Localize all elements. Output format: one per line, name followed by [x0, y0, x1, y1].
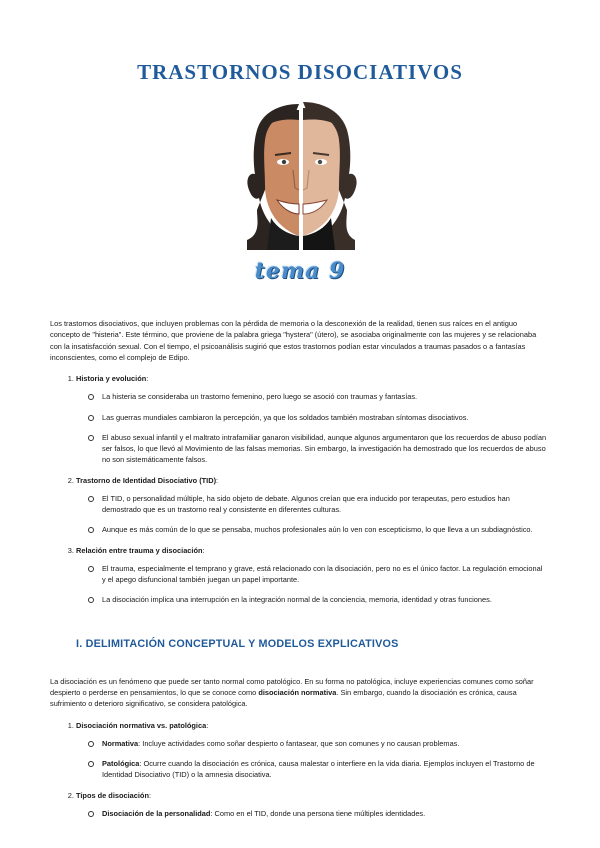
document-body [50, 318, 548, 828]
page-title: TRASTORNOS DISOCIATIVOS [137, 60, 463, 84]
history-list [50, 373, 548, 606]
list-item: 2. Tipos de disociación: Disociación de la personalidad: Como en el TID, donde una persona tiene múltiples identidades. [76, 790, 548, 820]
bullet-item: Aunque es más común de lo que se pensaba, muchos profesionales aún lo ven con escepticismo, lo que lleva a un subdiagnóstico. [102, 524, 548, 535]
list-heading: Disociación normativa vs. patológica [76, 720, 207, 730]
list-heading: Tipos de disociación [76, 790, 149, 800]
list-heading: Trastorno de Identidad Disociativo (TID) [76, 475, 217, 485]
bullet-item: Las guerras mundiales cambiaron la percepción, ya que los soldados también mostraban síntomas disociativos. [102, 412, 548, 423]
dissociation-list [50, 720, 548, 820]
list-item: 3. Relación entre trauma y disociación: El trauma, especialmente el temprano y grave, está relacionado con la disociación, pero no es el único factor. La regulación emocional y el apego disfuncional también juegan un papel importante. La disociación implica una interrupción en la integración normal de la conciencia, memoria, identidad y otras funciones. [76, 545, 548, 606]
list-heading: Historia y evolución [76, 374, 147, 383]
list-item: 2. Trastorno de Identidad Disociativo (TID): El TID, o personalidad múltiple, ha sido objeto de debate. Algunos creían que era inducido por terapeutas, pero estudios han demostrado que es un trastorno real y consistente en diferentes culturas. Aunque es más común de lo que se pensaba, muchos profesionales aún lo ven con escepticismo, lo que lleva a un subdiagnóstico. [76, 475, 548, 536]
bullet-item: La histeria se consideraba un trastorno femenino, pero luego se asoció con traumas y fantasías. [102, 391, 548, 402]
topic-badge: tema 9 [254, 258, 346, 284]
list-heading: Relación entre trauma y disociación [76, 545, 203, 555]
bullet-item: La disociación implica una interrupción en la integración normal de la conciencia, memoria, identidad y otras funciones. [102, 594, 548, 605]
bullet-item: El TID, o personalidad múltiple, ha sido objeto de debate. Algunos creían que era inducido por terapeutas, pero estudios han demostrado que es un trastorno real y consistente en diferentes culturas. [102, 493, 548, 516]
bullet-item: Patológica: Ocurre cuando la disociación es crónica, causa malestar o interfiere en la vida diaria. Ejemplos incluyen el Trastorno de Identidad Disociativo (TID) o la amnesia disociativa. [102, 758, 548, 781]
list-item: 1. Disociación normativa vs. patológica: Normativa: Incluye actividades como soñar despierto o fantasear, que son comunes y no causan problemas. Patológica: Ocurre cuando la disociación es crónica, causa malestar o interfiere en la vida diaria. Ejemplos incluyen el Trastorno de Identidad Disociativo (TID) o la amnesia disociativa. [76, 720, 548, 781]
concept-paragraph: La disociación es un fenómeno que puede ser tanto normal como patológico. En su forma no patológica, incluye experiencias comunes como soñar despierto o perderse en pensamientos, lo que se conoce como disociación normativa. Sin embargo, cuando la disociación es crónica, causa sufrimiento o deterioro significativo, se considera patológica. [50, 676, 534, 709]
bullet-item: El abuso sexual infantil y el maltrato intrafamiliar ganaron visibilidad, aunque algunos argumentaron que los recuerdos de abuso podían ser falsos, lo que llevó al Movimiento de las falsas memorias. Sin embargo, la investigación ha demostrado que los recuerdos de abuso no son sistemáticamente falsos. [102, 432, 547, 465]
intro-paragraph: Los trastornos disociativos, que incluyen problemas con la pérdida de memoria o la desconexión de la realidad, tienen sus raíces en el antiguo concepto de "histeria". Este término, que proviene de la palabra griega "hystera" (útero), se asociaba originalmente con las mujeres y se relacionaba con la insatisfacción sexual. Con el tiempo, el psicoanálisis sugirió que estos trastornos podían estar vinculados a traumas pasados o a fantasías inconscientes, como el complejo de Edipo. [50, 319, 537, 362]
bullet-item: Normativa: Incluye actividades como soñar despierto o fantasear, que son comunes y no causan problemas. [102, 738, 548, 749]
split-face-portrait [243, 100, 359, 250]
bullet-item: Disociación de la personalidad: Como en el TID, donde una persona tiene múltiples identidades. [102, 808, 548, 819]
bullet-item: El trauma, especialmente el temprano y grave, está relacionado con la disociación, pero no es el único factor. La regulación emocional y el apego disfuncional también juegan un papel importante. [102, 563, 548, 586]
list-item: 1. Historia y evolución: La histeria se consideraba un trastorno femenino, pero luego se asoció con traumas y fantasías. Las guerras mundiales cambiaron la percepción, ya que los soldados también mostraban síntomas disociativos. El abuso sexual infantil y el maltrato intrafamiliar ganaron visibilidad, aunque algunos argumentaron que los recuerdos de abuso podían ser falsos, lo que llevó al Movimiento de las falsas memorias. Sin embargo, la investigación ha demostrado que los recuerdos de abuso no son sistemáticamente falsos. [76, 373, 548, 466]
section-heading: I. DELIMITACIÓN CONCEPTUAL Y MODELOS EXPLICATIVOS [76, 637, 399, 650]
